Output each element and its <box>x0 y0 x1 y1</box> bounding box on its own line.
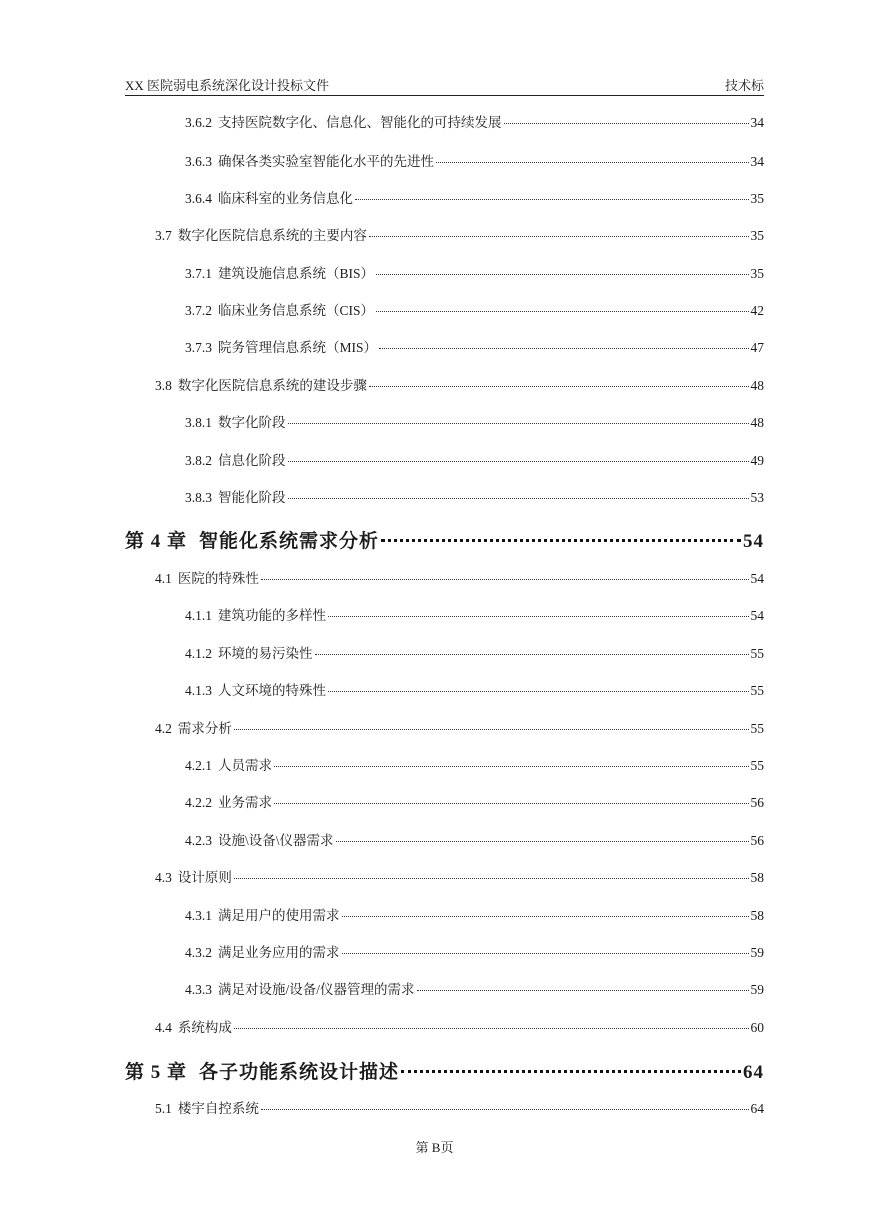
toc-entry-number: 3.8.1 <box>185 415 212 430</box>
toc-entry-number: 第 5 章 <box>125 1062 188 1083</box>
toc-dot-leader <box>342 953 749 954</box>
toc-entry-number: 4.1.2 <box>185 646 212 661</box>
toc-dot-leader <box>376 274 748 275</box>
toc-entry-label <box>185 754 272 774</box>
toc-entry-title: 满足用户的使用需求 <box>218 908 340 923</box>
toc-dot-leader <box>376 311 748 312</box>
toc-entry-number: 4.4 <box>155 1020 172 1035</box>
toc-subsection-entry[interactable] <box>185 449 764 469</box>
page-header <box>125 75 764 94</box>
toc-entry-title: 信息化阶段 <box>218 453 286 468</box>
toc-dot-leader <box>261 1109 749 1110</box>
toc-entry-page: 54 <box>750 571 764 586</box>
toc-entry-title: 数字化阶段 <box>218 415 286 430</box>
toc-entry-page: 58 <box>750 870 764 885</box>
toc-section-entry[interactable] <box>155 717 764 737</box>
toc-entry-title: 智能化系统需求分析 <box>199 531 380 552</box>
toc-dot-leader <box>234 1028 749 1029</box>
toc-subsection-entry[interactable] <box>185 904 764 924</box>
toc-entry-number: 3.8 <box>155 378 172 393</box>
toc-dot-leader <box>274 766 749 767</box>
toc-entry-number: 4.2.1 <box>185 758 212 773</box>
toc-subsection-entry[interactable] <box>185 941 764 961</box>
toc-entry-title: 业务需求 <box>218 795 272 810</box>
toc-entry-page: 59 <box>750 945 764 960</box>
toc-entry-page: 55 <box>750 646 764 661</box>
toc-entry-page: 35 <box>750 191 764 206</box>
toc-entry-number: 3.7.2 <box>185 303 212 318</box>
toc-entry-title: 临床业务信息系统（CIS） <box>218 303 375 318</box>
header-section-label: 技术标 <box>724 78 764 93</box>
toc-entry-title: 人文环境的特殊性 <box>218 683 326 698</box>
toc-entry-title: 支持医院数字化、信息化、智能化的可持续发展 <box>218 115 502 130</box>
toc-entry-number: 4.3.1 <box>185 908 212 923</box>
toc-entry-number: 4.1 <box>155 571 172 586</box>
toc-entry-page: 42 <box>750 303 764 318</box>
toc-subsection-entry[interactable] <box>185 336 764 356</box>
toc-section-entry[interactable] <box>155 1016 764 1036</box>
toc-entry-page: 48 <box>750 415 764 430</box>
page-number: 第 B页 <box>415 1140 454 1155</box>
toc-entry-title: 建筑功能的多样性 <box>218 608 326 623</box>
page-footer <box>0 1137 869 1156</box>
toc-subsection-entry[interactable] <box>185 411 764 431</box>
toc-entry-label <box>185 978 415 998</box>
toc-dot-leader <box>234 729 749 730</box>
toc-entry-number: 3.7.1 <box>185 266 212 281</box>
toc-subsection-entry[interactable] <box>185 262 764 282</box>
toc-entry-label <box>185 642 313 662</box>
toc-section-entry[interactable] <box>155 374 764 394</box>
toc-entry-number: 4.3 <box>155 870 172 885</box>
toc-entry-label <box>155 1097 259 1117</box>
toc-dot-leader <box>342 916 749 917</box>
toc-dot-leader <box>288 461 749 462</box>
toc-subsection-entry[interactable] <box>185 111 764 131</box>
toc-entry-number: 第 4 章 <box>125 531 188 552</box>
toc-entry-title: 智能化阶段 <box>218 490 286 505</box>
toc-dot-leader <box>328 691 749 692</box>
toc-entry-label <box>185 111 502 131</box>
toc-entry-title: 满足对设施/设备/仪器管理的需求 <box>218 982 415 997</box>
toc-dot-leader <box>355 199 749 200</box>
toc-entry-label <box>185 449 286 469</box>
toc-entry-page: 58 <box>750 908 764 923</box>
toc-entry-page: 54 <box>750 608 764 623</box>
toc-entry-label <box>185 486 286 506</box>
toc-entry-label <box>185 679 326 699</box>
toc-entry-number: 4.2.3 <box>185 833 212 848</box>
toc-entry-label <box>155 567 259 587</box>
toc-entry-page: 35 <box>750 228 764 243</box>
toc-dot-leader <box>234 878 749 879</box>
toc-dot-leader <box>504 123 749 124</box>
toc-entry-number: 4.3.2 <box>185 945 212 960</box>
toc-subsection-entry[interactable] <box>185 829 764 849</box>
toc-entry-label <box>185 791 272 811</box>
toc-entry-label <box>185 904 340 924</box>
toc-subsection-entry[interactable] <box>185 754 764 774</box>
toc-entry-title: 系统构成 <box>177 1020 232 1035</box>
toc-entry-title: 数字化医院信息系统的建设步骤 <box>177 378 367 393</box>
toc-dot-leader <box>417 990 749 991</box>
header-divider <box>125 95 764 96</box>
toc-entry-label <box>185 941 340 961</box>
toc-entry-title: 楼宇自控系统 <box>177 1101 259 1116</box>
toc-entry-page: 47 <box>750 340 764 355</box>
toc-entry-label <box>185 262 374 282</box>
toc-entry-title: 医院的特殊性 <box>177 571 259 586</box>
toc-subsection-entry[interactable] <box>185 791 764 811</box>
toc-entry-number: 4.2 <box>155 721 172 736</box>
toc-entry-page: 55 <box>750 683 764 698</box>
toc-subsection-entry[interactable] <box>185 486 764 506</box>
toc-entry-page: 53 <box>750 490 764 505</box>
toc-entry-title: 各子功能系统设计描述 <box>199 1062 400 1083</box>
toc-dot-leader <box>369 236 749 237</box>
toc-entry-label <box>185 411 286 431</box>
toc-entry-number: 4.3.3 <box>185 982 212 997</box>
toc-entry-number: 3.8.3 <box>185 490 212 505</box>
toc-dot-leader <box>261 579 749 580</box>
toc-dot-leader <box>288 423 749 424</box>
toc-section-entry[interactable] <box>155 224 764 244</box>
toc-dot-leader <box>274 803 749 804</box>
toc-entry-number: 3.7.3 <box>185 340 212 355</box>
toc-subsection-entry[interactable] <box>185 642 764 662</box>
toc-entry-label <box>155 374 367 394</box>
toc-entry-number: 3.8.2 <box>185 453 212 468</box>
toc-entry-title: 确保各类实验室智能化水平的先进性 <box>218 154 434 169</box>
toc-entry-label <box>185 187 353 207</box>
toc-subsection-entry[interactable] <box>185 187 764 207</box>
header-document-title: XX 医院弱电系统深化设计投标文件 <box>125 78 330 93</box>
toc-entry-label <box>125 526 379 553</box>
toc-entry-label <box>185 299 374 319</box>
toc-entry-label <box>155 717 232 737</box>
toc-dot-leader <box>315 654 749 655</box>
toc-entry-number: 4.1.1 <box>185 608 212 623</box>
toc-entry-page: 60 <box>750 1020 764 1035</box>
toc-dot-leader <box>328 616 749 617</box>
toc-entry-page: 34 <box>750 154 764 169</box>
toc-entry-title: 临床科室的业务信息化 <box>218 191 353 206</box>
toc-subsection-entry[interactable] <box>185 679 764 699</box>
toc-entry-number: 3.6.2 <box>185 115 212 130</box>
toc-entry-page: 55 <box>750 758 764 773</box>
toc-chapter-entry[interactable] <box>125 1057 764 1084</box>
toc-entry-title: 建筑设施信息系统（BIS） <box>218 266 375 281</box>
toc-entry-title: 需求分析 <box>177 721 232 736</box>
toc-entry-title: 设施\设备\仪器需求 <box>218 833 334 848</box>
toc-dot-leader <box>436 162 749 163</box>
toc-dot-leader <box>379 348 748 349</box>
toc-entry-title: 人员需求 <box>218 758 272 773</box>
toc-entry-title: 设计原则 <box>177 870 232 885</box>
toc-entry-title: 环境的易污染性 <box>218 646 313 661</box>
toc-entry-number: 5.1 <box>155 1101 172 1116</box>
toc-entry-number: 3.6.3 <box>185 154 212 169</box>
toc-entry-label <box>125 1057 399 1084</box>
toc-section-entry[interactable] <box>155 1097 764 1117</box>
toc-entry-page: 55 <box>750 721 764 736</box>
toc-entry-title: 数字化医院信息系统的主要内容 <box>177 228 367 243</box>
toc-dot-leader <box>336 841 749 842</box>
toc-subsection-entry[interactable] <box>185 150 764 170</box>
toc-entry-page: 54 <box>743 531 764 552</box>
toc-subsection-entry[interactable] <box>185 299 764 319</box>
toc-entry-number: 4.2.2 <box>185 795 212 810</box>
toc-entry-label <box>185 150 434 170</box>
toc-dot-leader <box>369 386 749 387</box>
toc-entry-page: 56 <box>750 833 764 848</box>
toc-entry-page: 56 <box>750 795 764 810</box>
toc-section-entry[interactable] <box>155 866 764 886</box>
toc-entry-number: 3.6.4 <box>185 191 212 206</box>
toc-entry-label <box>155 1016 232 1036</box>
toc-entry-number: 3.7 <box>155 228 172 243</box>
toc-subsection-entry[interactable] <box>185 604 764 624</box>
toc-chapter-entry[interactable] <box>125 526 764 553</box>
toc-entry-number: 4.1.3 <box>185 683 212 698</box>
toc-dot-leader <box>401 1070 741 1073</box>
toc-subsection-entry[interactable] <box>185 978 764 998</box>
toc-entry-page: 49 <box>750 453 764 468</box>
toc-section-entry[interactable] <box>155 567 764 587</box>
toc-dot-leader <box>381 539 741 542</box>
toc-entry-page: 59 <box>750 982 764 997</box>
toc-dot-leader <box>288 498 749 499</box>
toc-entry-title: 院务管理信息系统（MIS） <box>218 340 378 355</box>
toc-entry-label <box>155 866 232 886</box>
toc-entry-label <box>185 604 326 624</box>
toc-entry-title: 满足业务应用的需求 <box>218 945 340 960</box>
toc-entry-page: 64 <box>750 1101 764 1116</box>
toc-entry-page: 34 <box>750 115 764 130</box>
toc-entry-label <box>185 336 377 356</box>
toc-entry-page: 64 <box>743 1062 764 1083</box>
toc-entry-page: 48 <box>750 378 764 393</box>
toc-entry-page: 35 <box>750 266 764 281</box>
toc-entry-label <box>185 829 334 849</box>
toc-entry-label <box>155 224 367 244</box>
